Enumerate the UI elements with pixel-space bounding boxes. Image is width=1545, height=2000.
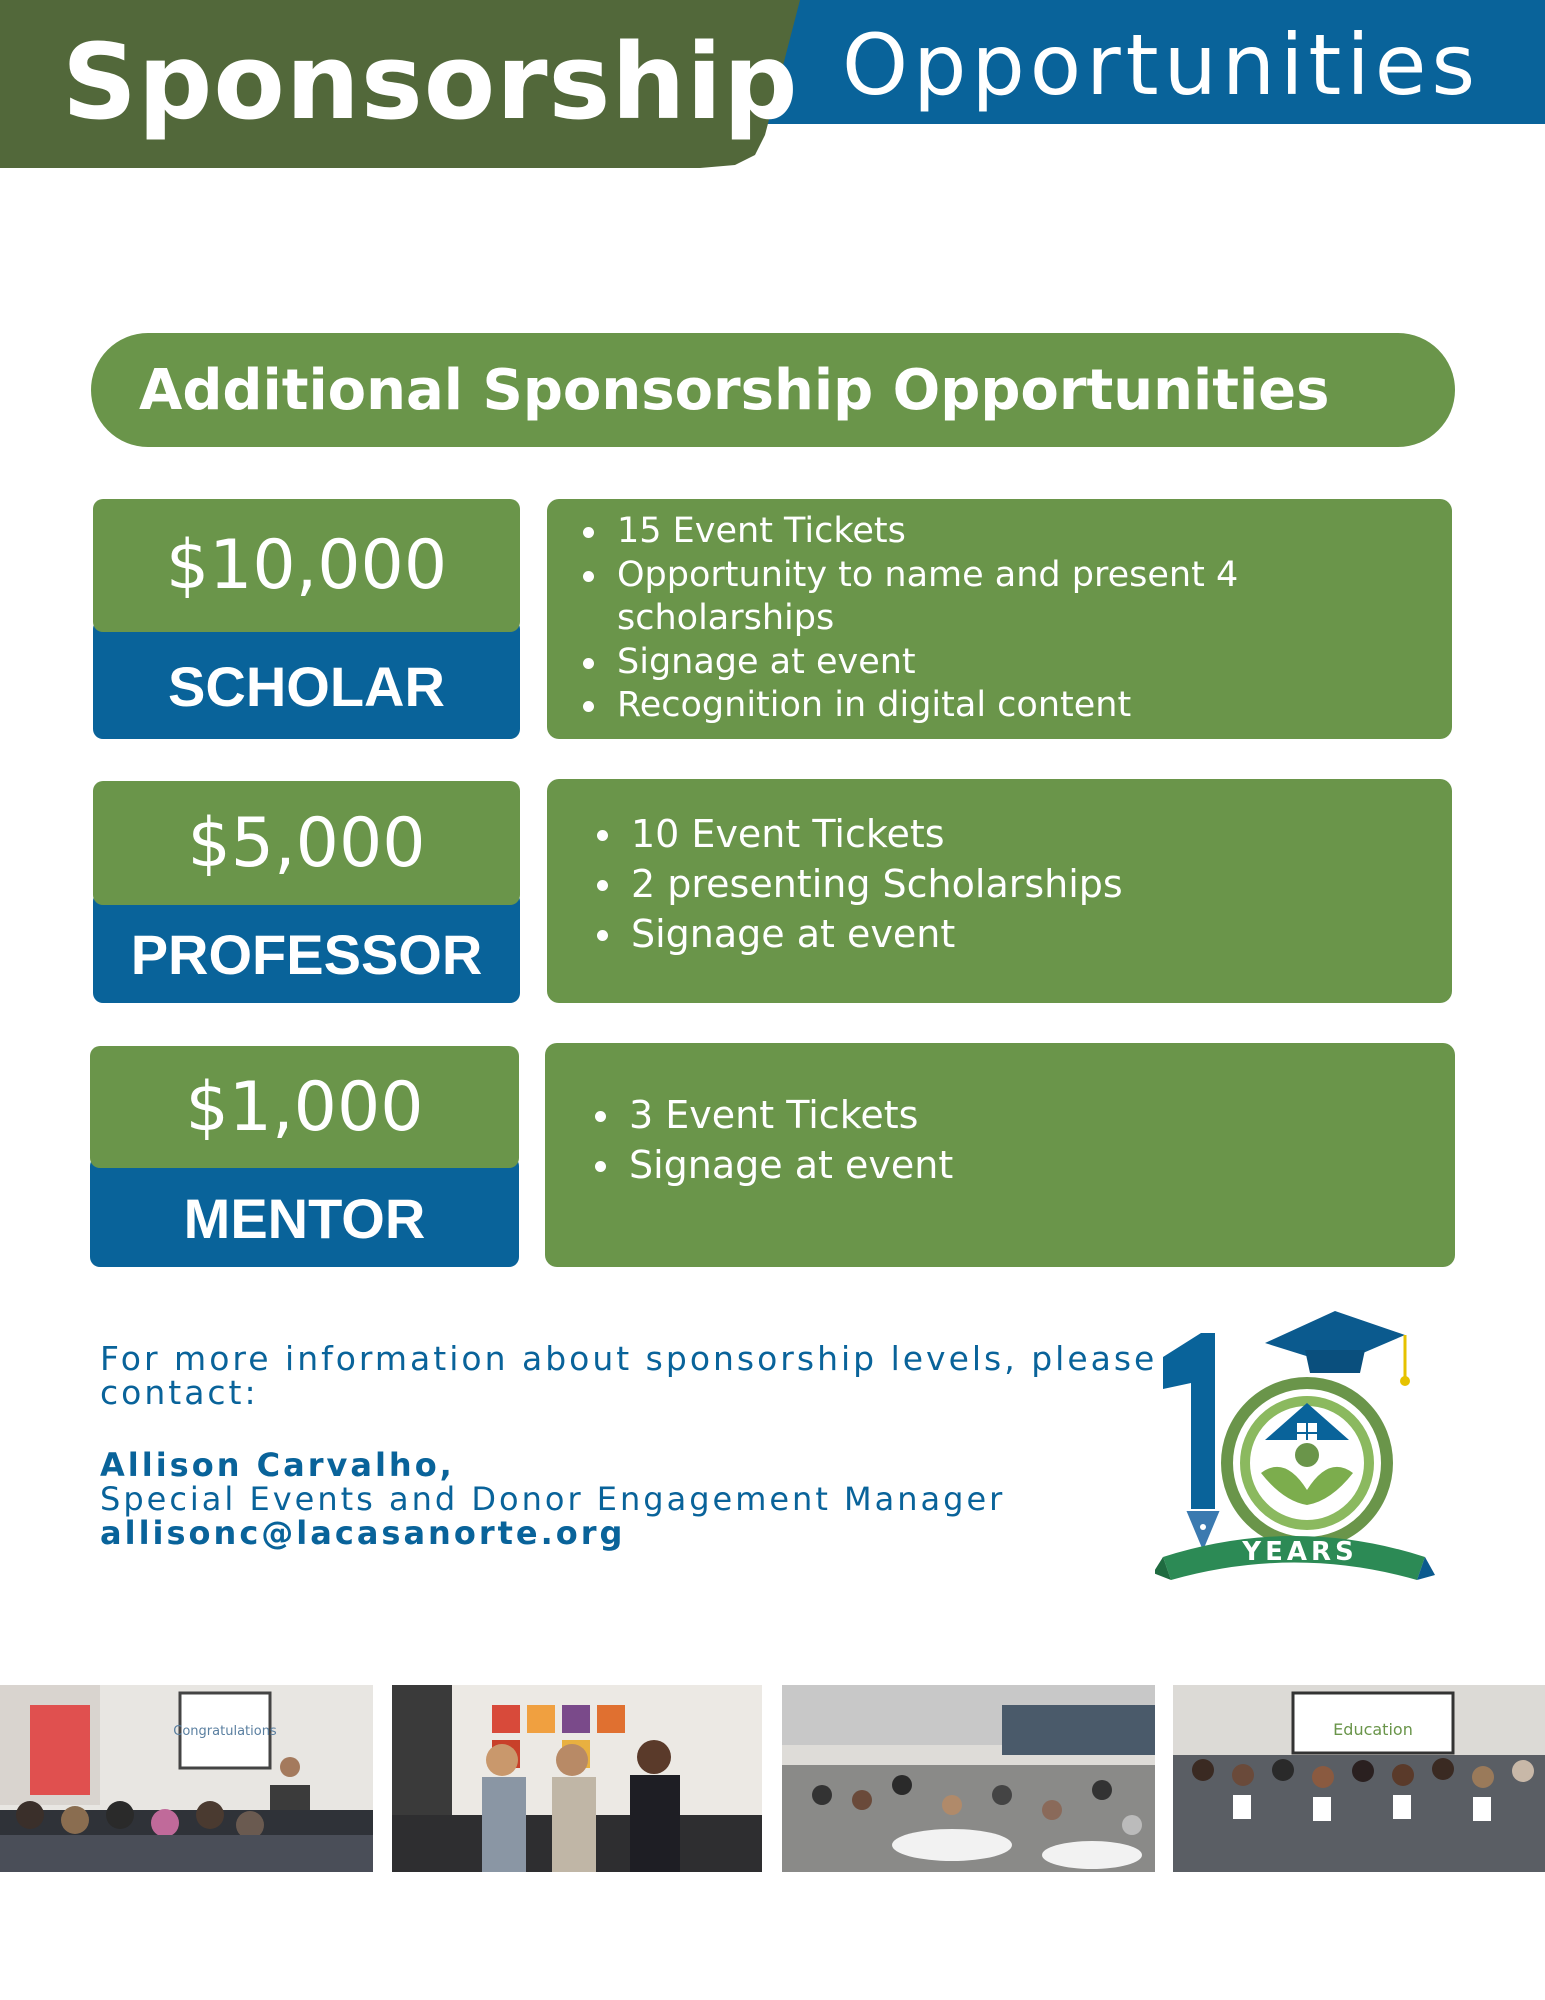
tier-scholar [93,499,520,739]
benefits-list [559,1090,953,1190]
tier-price: $1,000 [90,1046,519,1168]
tier-name: SCHOLAR [93,619,520,739]
benefit-item: 2 presenting Scholarships [631,859,1123,909]
contact-name: Allison Carvalho, [100,1446,455,1484]
benefit-item: Opportunity to name and present 4 scholarships [617,554,1257,641]
header-title-bold: Sponsorship [62,21,799,143]
event-photo-group [1173,1685,1545,1872]
contact-intro: For more information about sponsorship levels, please contact: [100,1339,1158,1412]
screen-text: Congratulations [173,1724,277,1739]
ribbon-text: YEARS [1242,1537,1358,1567]
tier-mentor-benefits [545,1043,1455,1267]
tier-price: $5,000 [93,781,520,905]
event-photo-presentation [0,1685,373,1872]
benefit-item: Signage at event [629,1140,953,1190]
tier-professor-benefits [547,779,1452,1003]
screen-text: Education [1333,1720,1413,1739]
tier-mentor [90,1046,519,1267]
benefit-item: 10 Event Tickets [631,809,1123,859]
benefit-item: Recognition in digital content [617,684,1257,728]
header-title-light: Opportunities [842,16,1481,114]
event-photo-banquet [782,1685,1155,1872]
benefit-item: Signage at event [617,641,1257,685]
tier-scholar-benefits [547,499,1452,739]
contact-block [100,1339,1160,1552]
tier-name: PROFESSOR [93,891,520,1003]
event-photo-conversation [392,1685,762,1872]
number-one-pen-shape [1163,1333,1215,1535]
tier-professor [93,781,520,1003]
section-title: Additional Sponsorship Opportunities [139,357,1330,423]
contact-role: Special Events and Donor Engagement Manager [100,1480,1006,1518]
benefit-item: 3 Event Tickets [629,1090,953,1140]
contact-email[interactable]: allisonc@lacasanorte.org [100,1514,626,1552]
ten-years-logo [1155,1305,1435,1600]
tier-name: MENTOR [90,1156,519,1267]
benefit-item: Signage at event [631,909,1123,959]
benefit-item: 15 Event Tickets [617,510,1257,554]
tier-price: $10,000 [93,499,520,632]
section-heading-pill [91,333,1455,447]
benefits-list [547,510,1257,728]
benefits-list [561,809,1123,959]
